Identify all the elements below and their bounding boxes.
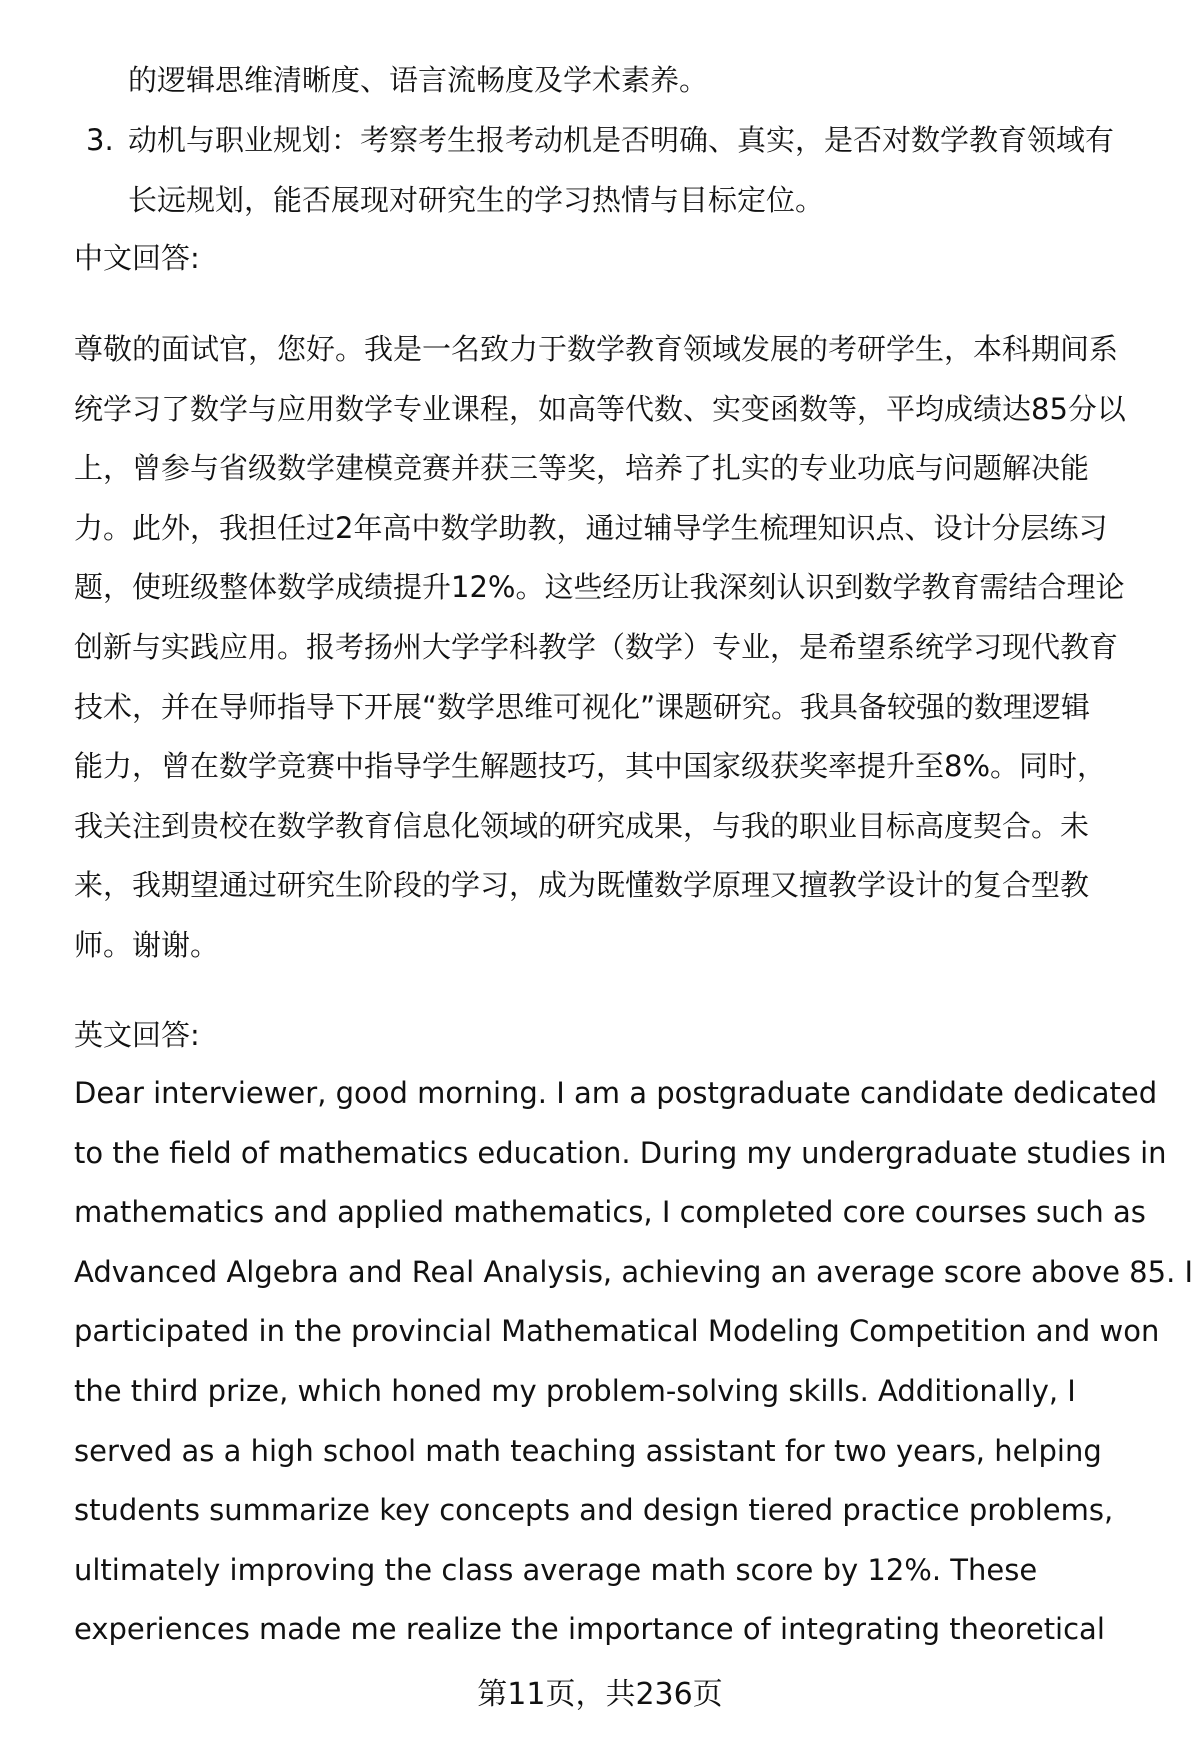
paragraph-line: 我关注到贵校在数学教育信息化领域的研究成果，与我的职业目标高度契合。未	[74, 808, 1090, 843]
paragraph-line: participated in the provincial Mathematical Modeling Competition and won	[74, 1314, 1160, 1349]
paragraph-line: Advanced Algebra and Real Analysis, achieving an average score above 85. I	[74, 1254, 1194, 1289]
list-number: 3.	[86, 123, 114, 157]
paragraph-line: 尊敬的面试官，您好。我是一名致力于数学教育领域发展的考研学生，本科期间系	[74, 332, 1119, 366]
paragraph-line: ultimately improving the class average math score by 12%. These	[74, 1552, 1038, 1587]
criterion-line: 动机与职业规划：考察考生报考动机是否明确、真实，是否对数学教育领域有	[128, 123, 1115, 157]
paragraph-line: 上，曾参与省级数学建模竞赛并获三等奖，培养了扎实的专业功底与问题解决能	[74, 451, 1090, 486]
paragraph-line: the third prize, which honed my problem-solving skills. Additionally, I	[74, 1374, 1076, 1408]
paragraph-line: 来，我期望通过研究生阶段的学习，成为既懂数学原理又擅教学设计的复合型教	[74, 868, 1090, 903]
paragraph-line: experiences made me realize the importance of integrating theoretical	[74, 1612, 1105, 1647]
english-answer-heading: 英文回答:	[74, 1018, 200, 1052]
paragraph-line: 力。此外，我担任过2年高中数学助教，通过辅导学生梳理知识点、设计分层练习	[74, 510, 1108, 545]
paragraph-line: served as a high school math teaching assistant for two years, helping	[74, 1433, 1102, 1468]
paragraph-line: 能力，曾在数学竞赛中指导学生解题技巧，其中国家级获奖率提升至8%。同时，	[74, 749, 1107, 784]
paragraph-line: mathematics and applied mathematics, I completed core courses such as	[74, 1195, 1146, 1230]
page-number: 第11页，共236页	[477, 1677, 723, 1712]
criterion-line: 长远规划，能否展现对研究生的学习热情与目标定位。	[128, 183, 825, 217]
paragraph-line: 统学习了数学与应用数学专业课程，如高等代数、实变函数等，平均成绩达85分以	[74, 391, 1126, 426]
criteria-tail: 的逻辑思维清晰度、语言流畅度及学术素养。	[128, 63, 709, 97]
paragraph-line: to the field of mathematics education. During my undergraduate studies in	[74, 1135, 1167, 1170]
chinese-answer-heading: 中文回答:	[74, 241, 200, 275]
paragraph-line: 创新与实践应用。报考扬州大学学科教学（数学）专业，是希望系统学习现代教育	[74, 630, 1119, 664]
paragraph-line: students summarize key concepts and design tiered practice problems,	[74, 1493, 1114, 1528]
paragraph-line: 师。谢谢。	[74, 928, 220, 962]
paragraph-line: Dear interviewer, good morning. I am a postgraduate candidate dedicated	[74, 1076, 1158, 1110]
paragraph-line: 技术，并在导师指导下开展“数学思维可视化”课题研究。我具备较强的数理逻辑	[74, 689, 1091, 724]
paragraph-line: 题，使班级整体数学成绩提升12%。这些经历让我深刻认识到数学教育需结合理论	[74, 570, 1125, 605]
